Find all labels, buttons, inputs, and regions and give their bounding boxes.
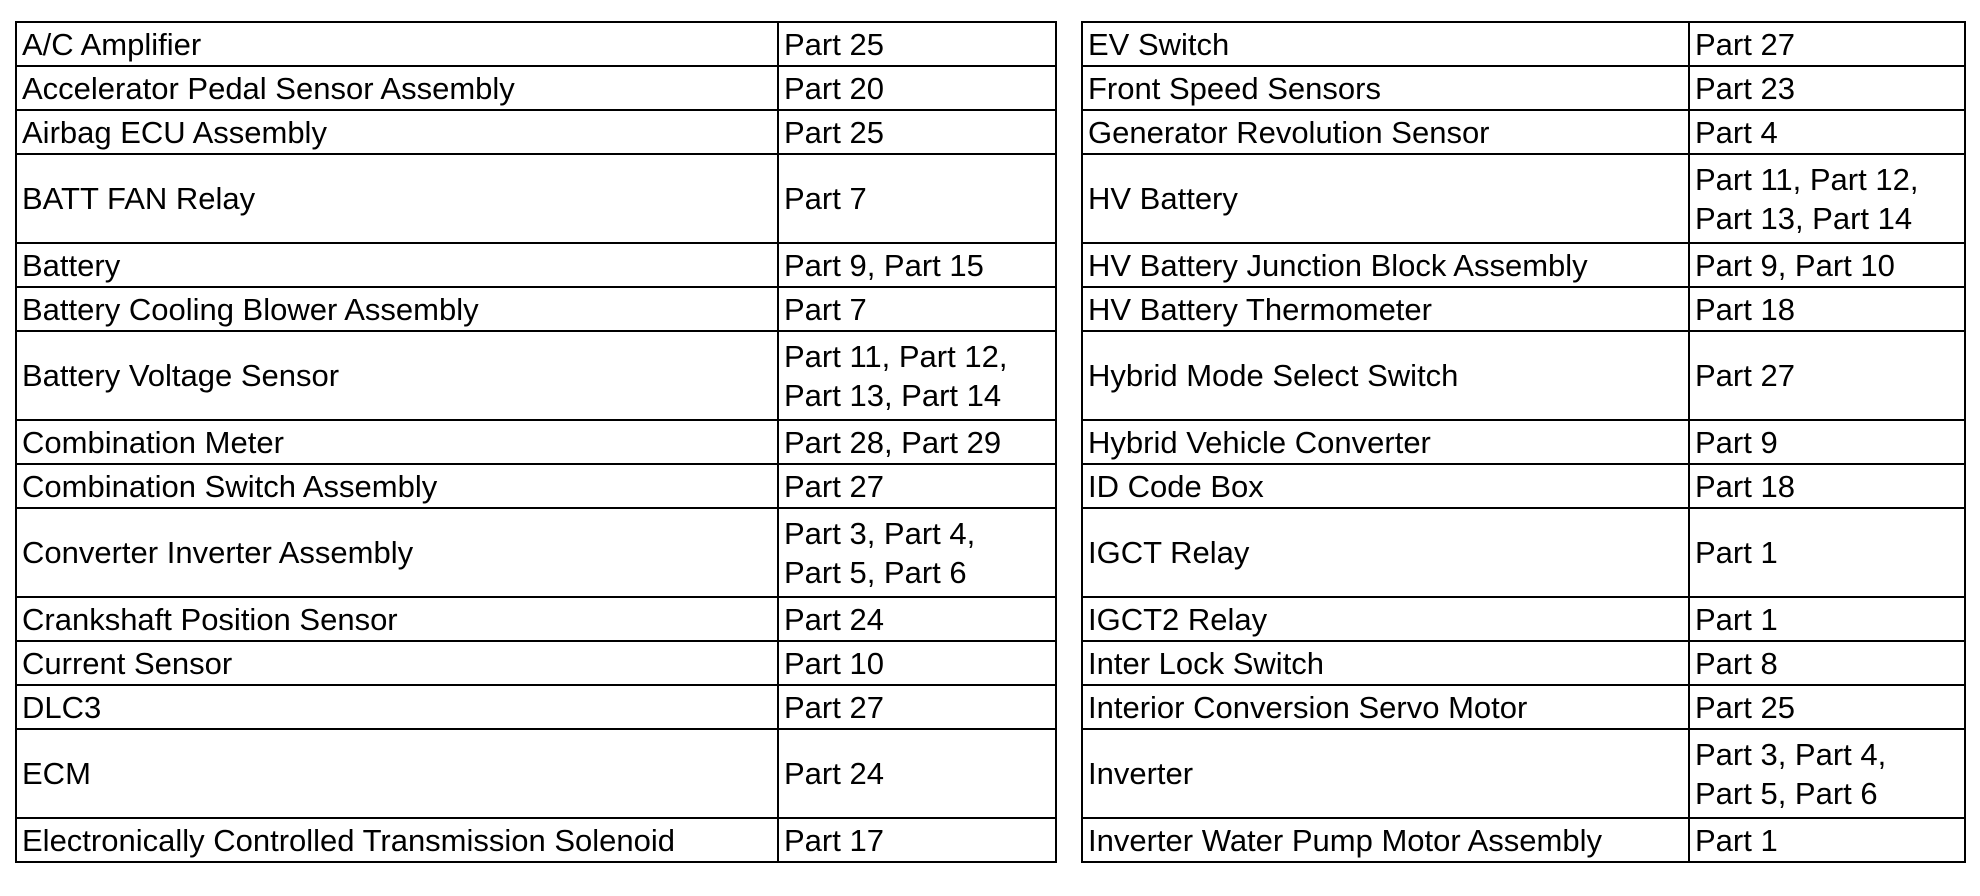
part-reference-cell — [1689, 331, 1965, 420]
part-reference-cell — [778, 508, 1056, 597]
table-row — [16, 464, 1056, 508]
part-reference-line: Part 1 — [1695, 822, 1778, 858]
component-name-cell: Inter Lock Switch — [1082, 641, 1689, 685]
part-reference-line: Part 4 — [1695, 114, 1778, 150]
component-name-cell: Battery — [16, 243, 778, 287]
part-reference-line: Part 7 — [784, 181, 867, 216]
part-reference-cell — [1689, 243, 1965, 287]
part-reference-cell — [778, 818, 1056, 862]
part-reference-line: Part 1 — [1695, 535, 1778, 570]
table-row — [1082, 243, 1965, 287]
part-reference-cell — [778, 287, 1056, 331]
part-reference-line: Part 27 — [784, 689, 884, 725]
part-reference-line: Part 9, Part 15 — [784, 247, 984, 283]
table-row — [16, 243, 1056, 287]
part-reference-line: Part 24 — [784, 756, 884, 791]
table-row — [16, 641, 1056, 685]
table-row — [16, 420, 1056, 464]
component-name-cell: DLC3 — [16, 685, 778, 729]
table-row — [16, 818, 1056, 862]
component-name-cell: Accelerator Pedal Sensor Assembly — [16, 66, 778, 110]
part-reference-line: Part 27 — [1695, 358, 1795, 393]
part-reference-cell — [778, 420, 1056, 464]
table-row — [1082, 685, 1965, 729]
part-reference-cell — [1689, 66, 1965, 110]
component-index-table-left — [15, 21, 1057, 863]
component-name-cell: Combination Meter — [16, 420, 778, 464]
component-name-cell: Hybrid Vehicle Converter — [1082, 420, 1689, 464]
component-name-cell: Crankshaft Position Sensor — [16, 597, 778, 641]
table-row — [16, 597, 1056, 641]
part-reference-cell — [778, 110, 1056, 154]
part-reference-cell — [778, 685, 1056, 729]
component-name-cell: Combination Switch Assembly — [16, 464, 778, 508]
table-row — [1082, 729, 1965, 818]
part-reference-line: Part 3, Part 4, — [784, 515, 976, 551]
part-reference-line: Part 5, Part 6 — [1695, 775, 1878, 811]
table-row — [1082, 66, 1965, 110]
part-reference-cell — [1689, 464, 1965, 508]
part-reference-line: Part 13, Part 14 — [784, 377, 1002, 413]
table-row — [16, 331, 1056, 420]
table-row — [16, 66, 1056, 110]
part-reference-line: Part 7 — [784, 291, 867, 327]
part-reference-cell — [778, 243, 1056, 287]
part-reference-cell — [778, 729, 1056, 818]
part-reference-line: Part 13, Part 14 — [1695, 200, 1913, 236]
component-name-cell: Hybrid Mode Select Switch — [1082, 331, 1689, 420]
part-reference-line: Part 11, Part 12, — [784, 338, 1008, 374]
component-name-cell: IGCT2 Relay — [1082, 597, 1689, 641]
part-reference-line: Part 9 — [1695, 424, 1778, 460]
table-row — [1082, 154, 1965, 243]
table-row — [1082, 508, 1965, 597]
table-row — [16, 729, 1056, 818]
table-row — [1082, 818, 1965, 862]
part-reference-line: Part 18 — [1695, 291, 1795, 327]
part-reference-line: Part 24 — [784, 601, 884, 637]
part-reference-line: Part 10 — [784, 645, 884, 681]
part-reference-cell — [1689, 154, 1965, 243]
component-name-cell: HV Battery — [1082, 154, 1689, 243]
component-index-table-right — [1081, 21, 1966, 863]
part-reference-cell — [778, 66, 1056, 110]
table-row — [16, 154, 1056, 243]
part-reference-line: Part 25 — [1695, 689, 1795, 725]
table-row — [16, 508, 1056, 597]
table-row — [1082, 464, 1965, 508]
component-name-cell: HV Battery Thermometer — [1082, 287, 1689, 331]
component-name-cell: Battery Voltage Sensor — [16, 331, 778, 420]
table-row — [1082, 597, 1965, 641]
part-reference-line: Part 27 — [784, 468, 884, 504]
part-reference-cell — [1689, 287, 1965, 331]
part-reference-line: Part 3, Part 4, — [1695, 736, 1887, 772]
part-reference-cell — [778, 331, 1056, 420]
part-reference-cell — [778, 641, 1056, 685]
component-name-cell: Interior Conversion Servo Motor — [1082, 685, 1689, 729]
component-name-cell: Battery Cooling Blower Assembly — [16, 287, 778, 331]
part-reference-line: Part 17 — [784, 822, 884, 858]
component-name-cell: Front Speed Sensors — [1082, 66, 1689, 110]
part-reference-cell — [1689, 110, 1965, 154]
part-reference-cell — [1689, 685, 1965, 729]
component-name-cell: ID Code Box — [1082, 464, 1689, 508]
part-reference-cell — [1689, 641, 1965, 685]
component-name-cell: Generator Revolution Sensor — [1082, 110, 1689, 154]
part-reference-cell — [778, 464, 1056, 508]
part-reference-line: Part 5, Part 6 — [784, 554, 967, 590]
component-name-cell: Electronically Controlled Transmission Solenoid — [16, 818, 778, 862]
component-name-cell: Current Sensor — [16, 641, 778, 685]
table-row — [16, 110, 1056, 154]
part-reference-line: Part 27 — [1695, 26, 1795, 62]
component-name-cell: Inverter — [1082, 729, 1689, 818]
table-row — [1082, 110, 1965, 154]
part-reference-cell — [778, 597, 1056, 641]
component-name-cell: A/C Amplifier — [16, 22, 778, 66]
part-reference-line: Part 18 — [1695, 468, 1795, 504]
part-reference-cell — [778, 22, 1056, 66]
component-name-cell: BATT FAN Relay — [16, 154, 778, 243]
part-reference-line: Part 9, Part 10 — [1695, 247, 1895, 283]
table-row — [1082, 641, 1965, 685]
part-reference-line: Part 11, Part 12, — [1695, 161, 1919, 197]
table-row — [16, 22, 1056, 66]
part-reference-cell — [1689, 508, 1965, 597]
part-reference-line: Part 28, Part 29 — [784, 424, 1002, 460]
part-reference-line: Part 1 — [1695, 601, 1778, 637]
part-reference-cell — [1689, 597, 1965, 641]
table-row — [16, 287, 1056, 331]
component-name-cell: Inverter Water Pump Motor Assembly — [1082, 818, 1689, 862]
table-row — [1082, 420, 1965, 464]
part-reference-line: Part 20 — [784, 70, 884, 106]
part-reference-cell — [1689, 22, 1965, 66]
part-reference-cell — [1689, 729, 1965, 818]
component-name-cell: HV Battery Junction Block Assembly — [1082, 243, 1689, 287]
part-reference-line: Part 25 — [784, 114, 884, 150]
table-row — [1082, 331, 1965, 420]
part-reference-line: Part 23 — [1695, 70, 1795, 106]
component-name-cell: EV Switch — [1082, 22, 1689, 66]
component-name-cell: Converter Inverter Assembly — [16, 508, 778, 597]
table-row — [16, 685, 1056, 729]
component-name-cell: Airbag ECU Assembly — [16, 110, 778, 154]
component-name-cell: IGCT Relay — [1082, 508, 1689, 597]
part-reference-cell — [1689, 420, 1965, 464]
table-row — [1082, 287, 1965, 331]
part-reference-cell — [1689, 818, 1965, 862]
part-reference-cell — [778, 154, 1056, 243]
part-reference-line: Part 8 — [1695, 645, 1778, 681]
part-reference-line: Part 25 — [784, 26, 884, 62]
component-name-cell: ECM — [16, 729, 778, 818]
table-row — [1082, 22, 1965, 66]
